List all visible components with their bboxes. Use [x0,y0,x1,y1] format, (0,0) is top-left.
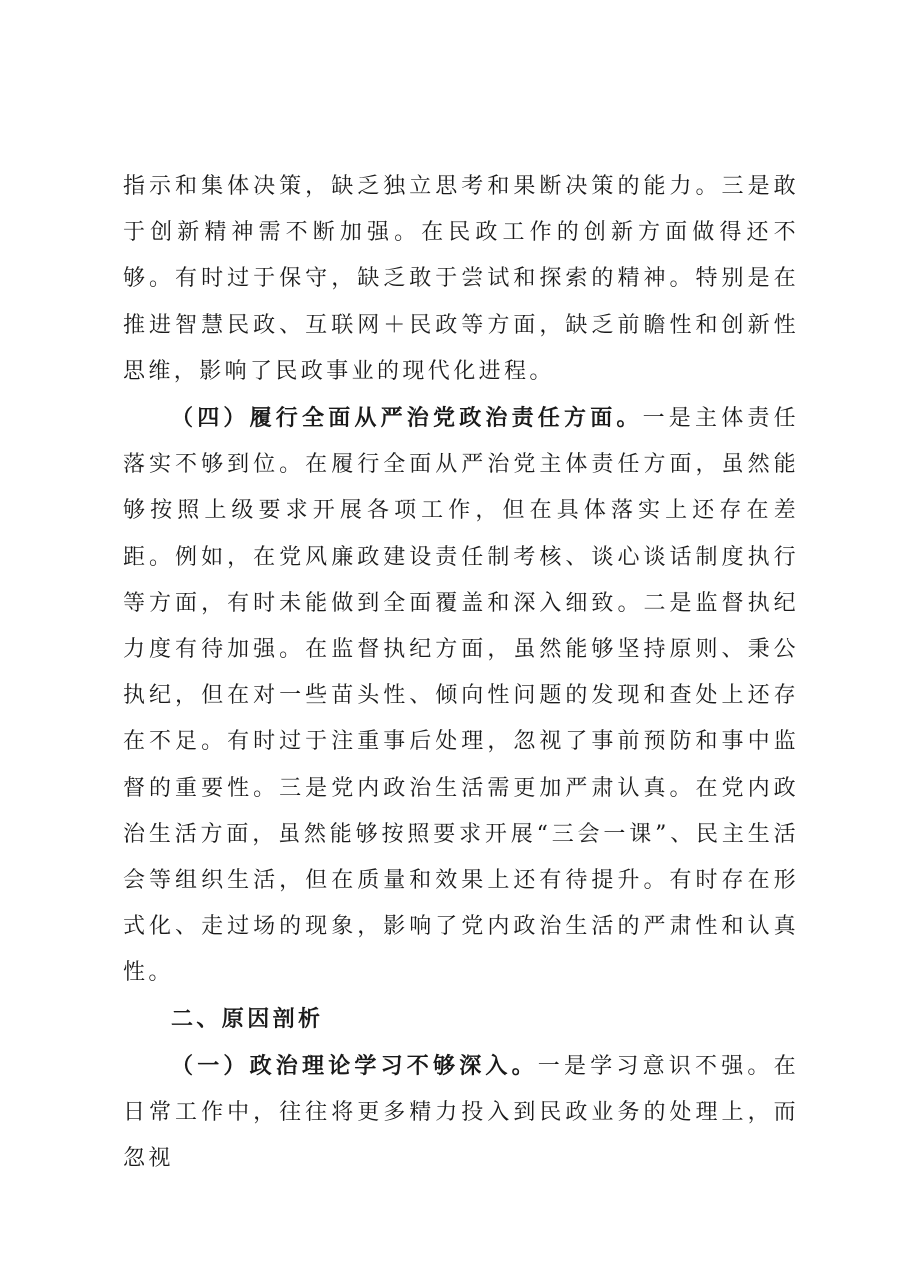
section-heading-cause-analysis: 二、原因剖析 [171,1006,324,1032]
paragraph-text: 一是学习意识不强。在日常工作中，往往将更多精力投入到民政业务的处理上，而忽视 [123,1053,799,1172]
paragraph-text: 一是主体责任落实不够到位。在履行全面从严治党主体责任方面，虽然能够按照上级要求开展各项工作，但在具体落实上还存在差距。例如，在党风廉政建设责任制考核、谈心谈话制度执行等方面，有时未能做到全面覆盖和深入细致。二是监督执纪力度有待加强。在监督执纪方面，虽然能够坚持原则、秉公执纪，但在对一些苗头性、倾向性问题的发现和查处上还存在不足。有时过于注重事后处理，忽视了事前预防和事中监督的重要性。三是党内政治生活需更加严肃认真。在党内政治生活方面，虽然能够按照要求开展“三会一课”、民主生活会等组织生活，但在质量和效果上还有待提升。有时存在形式化、走过场的现象，影响了党内政治生活的严肃性和认真性。 [123,406,800,986]
paragraph-continuation [123,164,799,395]
document-body [123,164,799,1182]
paragraph-text: 指示和集体决策，缺乏独立思考和果断决策的能力。三是敢于创新精神需不断加强。在民政工作的创新方面做得还不够。有时过于保守，缺乏敢于尝试和探索的精神。特别是在推进智慧民政、互联网＋民政等方面，缺乏前瞻性和创新性思维，影响了民政事业的现代化进程。 [123,174,799,384]
paragraph-subsection-one [123,1043,799,1183]
section-lead-heading: （四）履行全面从严治党政治责任方面。 [171,405,643,432]
section-lead-heading: （一）政治理论学习不够深入。 [171,1052,538,1079]
paragraph-section-four [123,395,799,997]
